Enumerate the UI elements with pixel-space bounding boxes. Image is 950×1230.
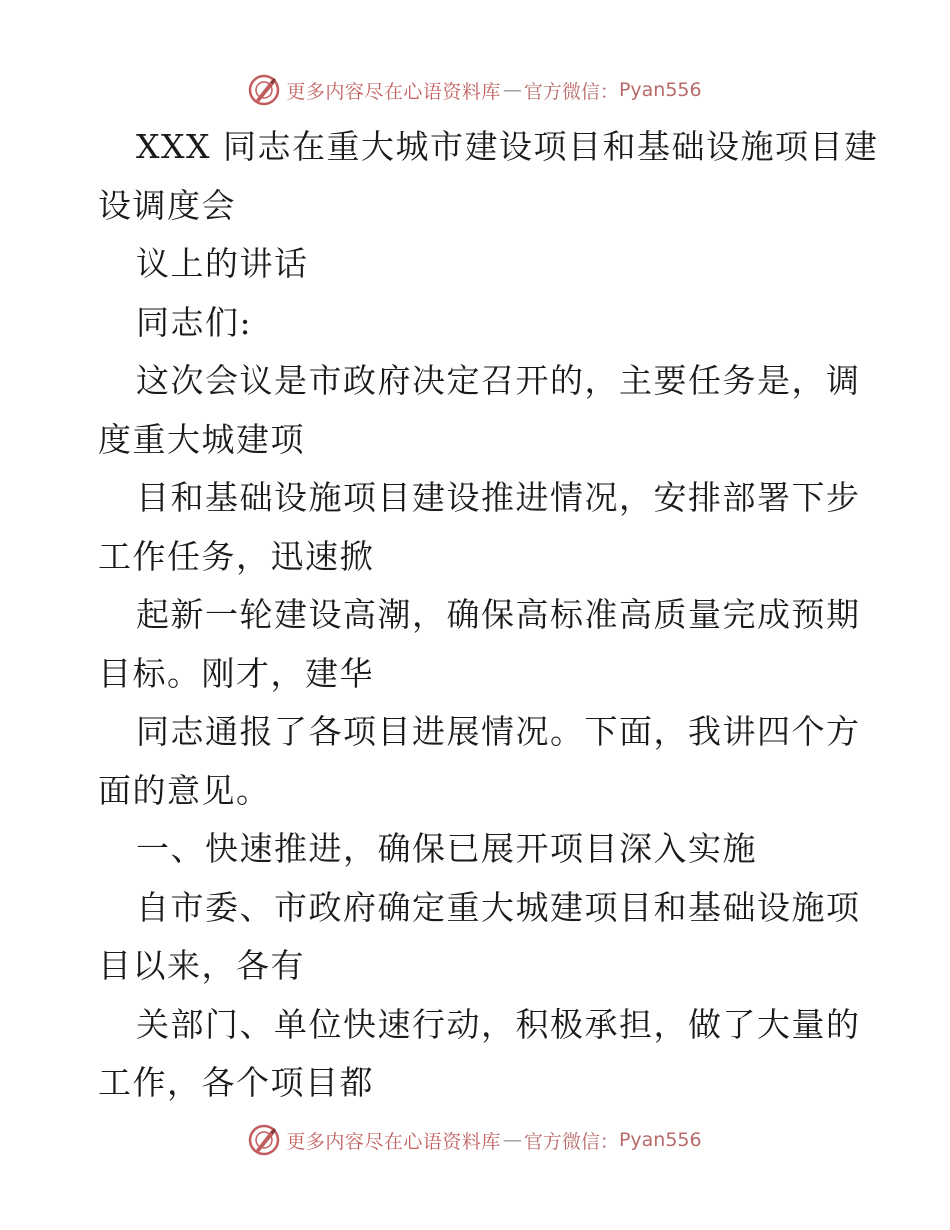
watermark-wechat-label: 官方微信： [523,1130,619,1153]
watermark-text: 更多内容尽在心语资料库 [286,80,501,103]
text-line: XXX 同志在重大城市建设项目和基础设施项目建 [136,127,879,166]
footer-watermark [0,1120,950,1160]
text-line: 目和基础设施项目建设推进情况，安排部署下步 [136,478,861,517]
watermark-text: 更多内容尽在心语资料库 [286,1130,501,1153]
text-line: 起新一轮建设高潮，确保高标准高质量完成预期 [136,595,861,634]
text-line: 这次会议是市政府决定召开的，主要任务是，调 [136,361,861,400]
text-line: 一、快速推进，确保已展开项目深入实施 [136,829,757,868]
text-line: 同志通报了各项目进展情况。下面，我讲四个方 [136,712,861,751]
text-line: 面的意见。 [98,770,271,810]
watermark-wechat-id: Pyan556 [618,79,702,101]
watermark-separator: — [502,1129,522,1151]
document-body [98,118,879,1113]
pen-logo-icon [248,1124,280,1156]
watermark-wechat-label: 官方微信： [523,80,619,103]
text-line: 目以来，各有 [98,946,305,985]
pen-logo-icon [248,74,280,106]
text-line: 自市委、市政府确定重大城建项目和基础设施项 [136,887,861,927]
text-line: 度重大城建项 [98,419,305,459]
watermark-wechat-id: Pyan556 [618,1129,702,1151]
header-watermark [0,70,950,110]
text-line: 目标。刚才，建华 [98,653,374,693]
text-line: 议上的讲话 [136,244,309,283]
text-line: 关部门、单位快速行动，积极承担，做了大量的 [136,1004,861,1044]
watermark-separator: — [502,79,522,101]
text-line: 工作任务，迅速掀 [98,536,374,576]
text-line: 同志们: [136,302,253,342]
text-line: 设调度会 [98,185,236,225]
text-line: 工作，各个项目都 [98,1063,374,1102]
